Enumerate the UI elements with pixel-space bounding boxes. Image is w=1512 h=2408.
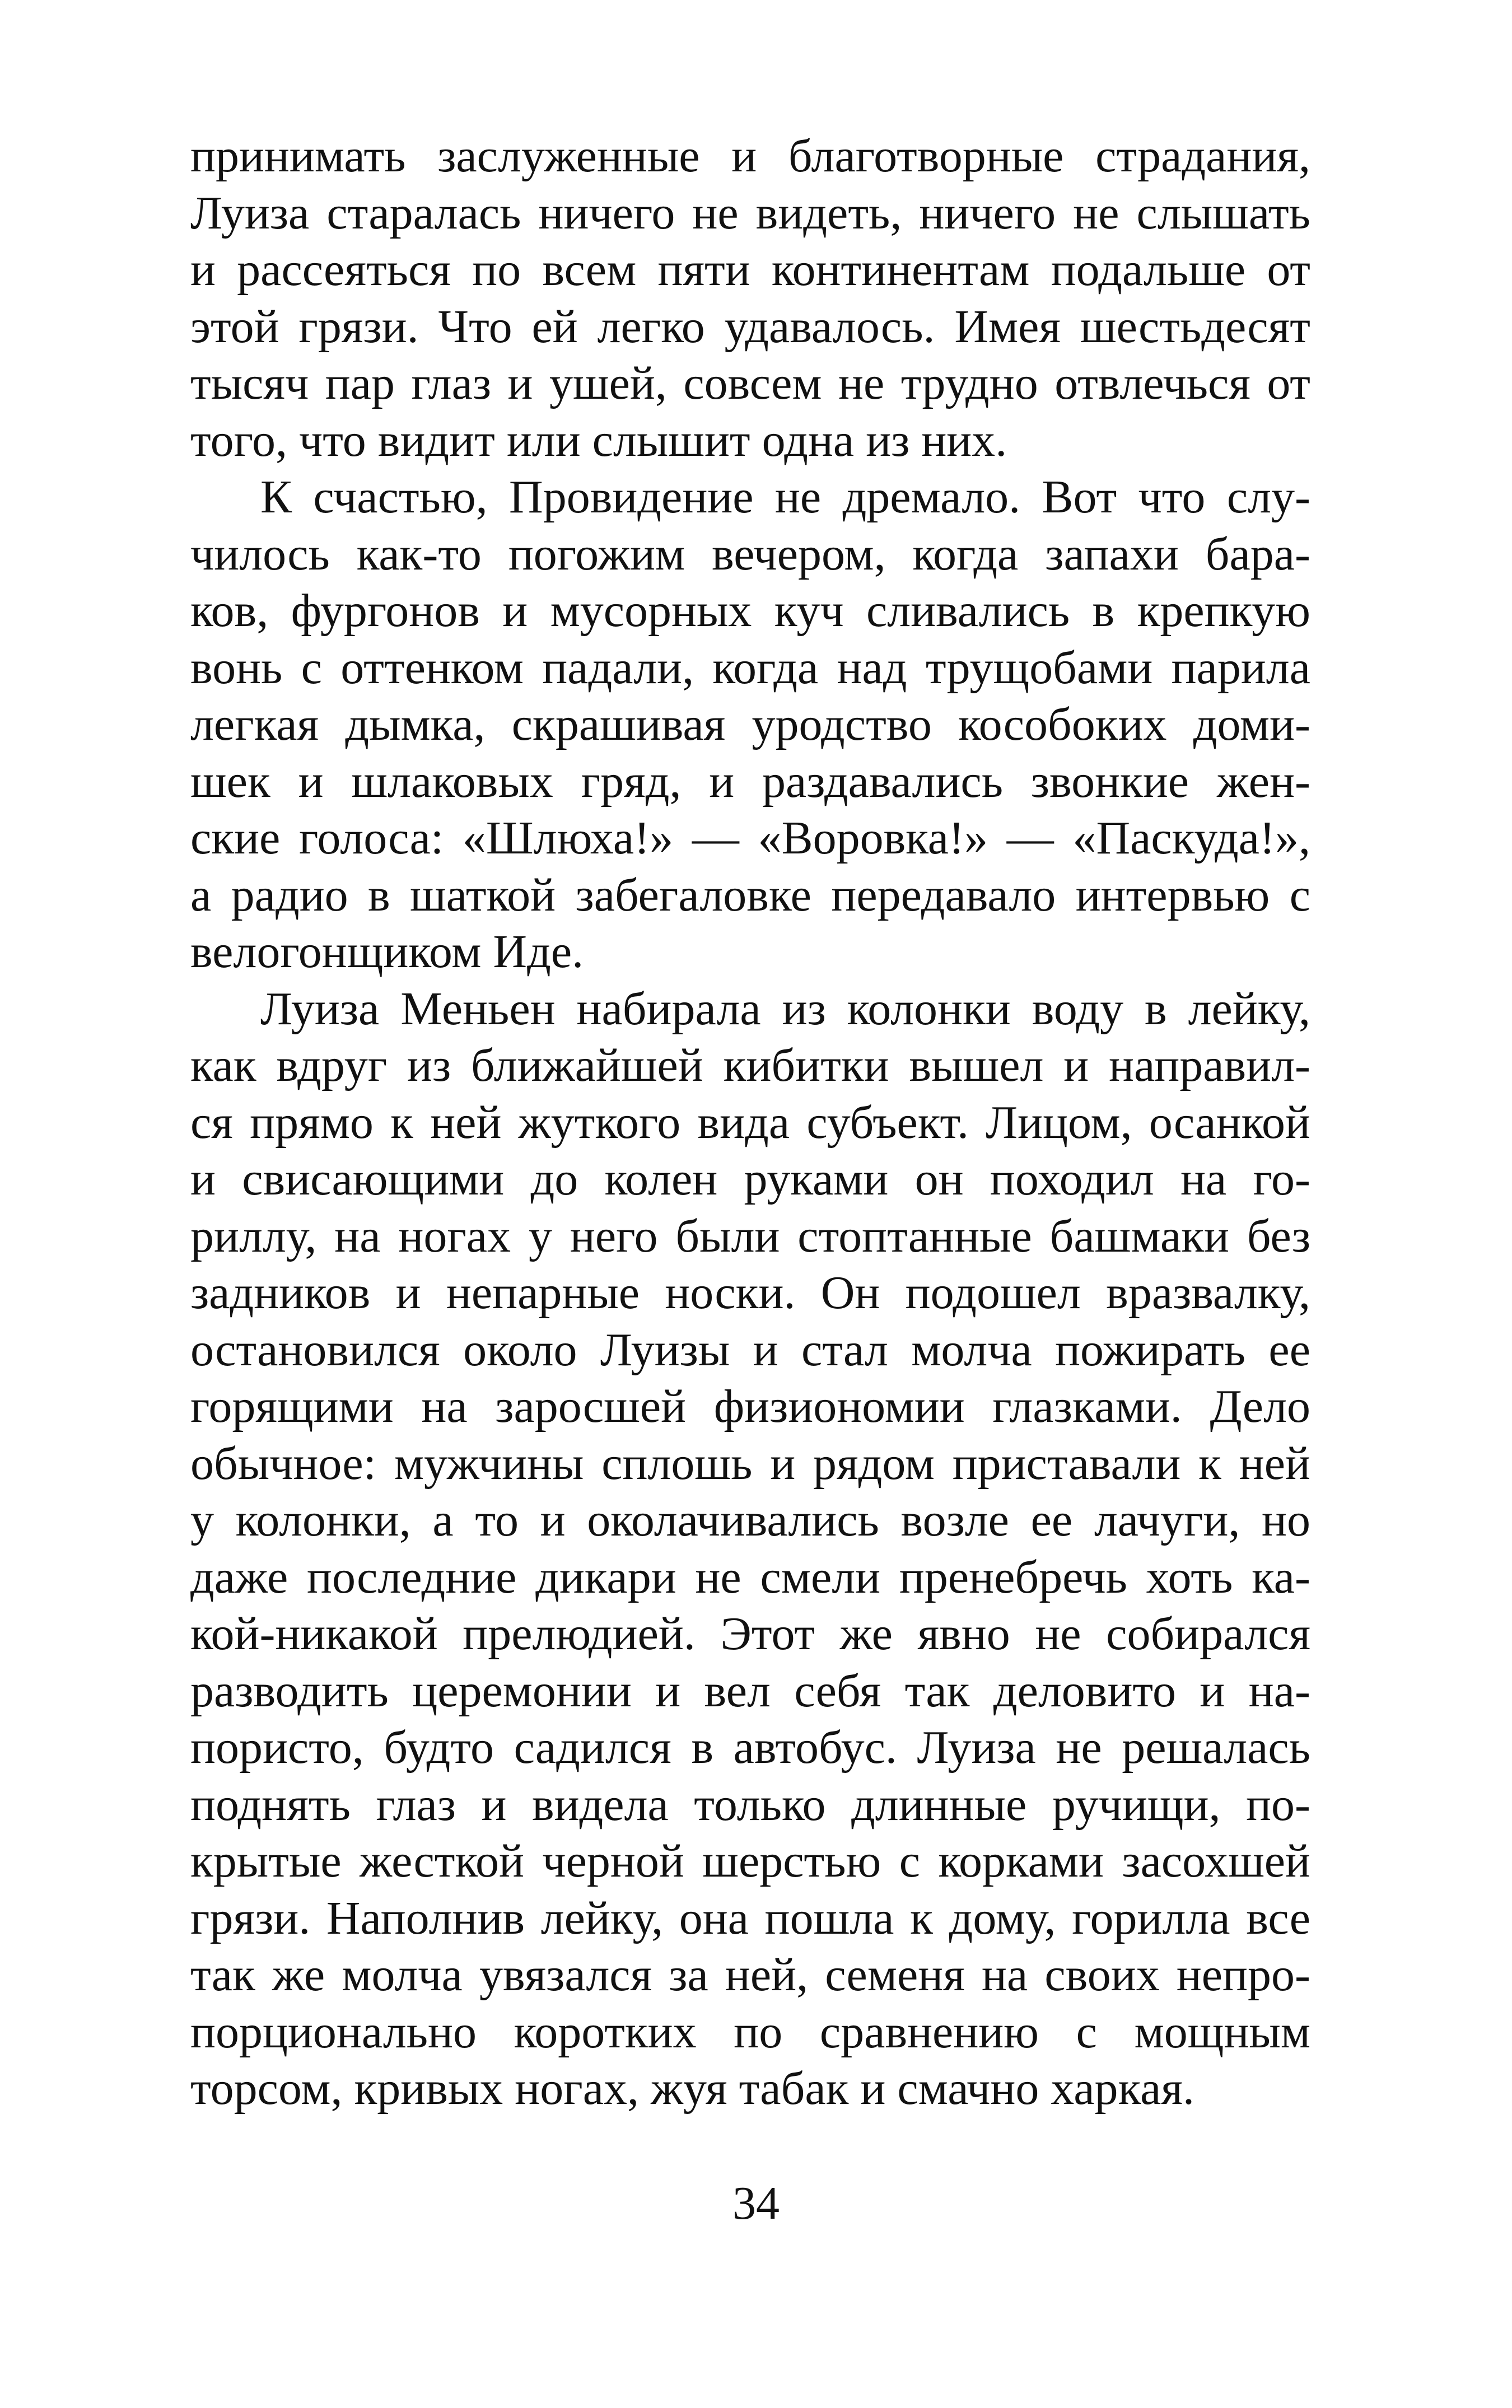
text-line: разводить церемонии и вел себя так деловито и на-	[190, 1664, 1310, 1717]
text-line: даже последние дикари не смели пренебречь хоть ка-	[190, 1551, 1310, 1603]
text-line: порционально коротких по сравнению с мощным	[190, 2005, 1310, 2058]
text-line: ся прямо к ней жуткого вида субъект. Лицом, осанкой	[190, 1096, 1310, 1149]
text-line: крытые жесткой черной шерстью с корками засохшей	[190, 1835, 1310, 1887]
text-line: Луиза Меньен набирала из колонки воду в лейку,	[260, 982, 1310, 1035]
text-line: чилось как-то погожим вечером, когда запахи бара-	[190, 528, 1310, 580]
paragraph-2	[190, 469, 1310, 981]
text-line: и рассеяться по всем пяти континентам подальше от	[190, 244, 1310, 296]
text-line: риллу, на ногах у него были стоптанные башмаки без	[190, 1210, 1310, 1262]
text-line: велогонщиком Иде.	[190, 926, 584, 978]
text-line: а радио в шаткой забегаловке передавало интервью с	[190, 869, 1310, 921]
text-line: тысяч пар глаз и ушей, совсем не трудно отвлечься от	[190, 357, 1310, 409]
text-line: горящими на заросшей физиономии глазками. Дело	[190, 1380, 1310, 1432]
text-line: грязи. Наполнив лейку, она пошла к дому, горилла все	[190, 1892, 1310, 1944]
paragraph-3	[190, 981, 1310, 2117]
text-line: и свисающими до колен руками он походил на го-	[190, 1153, 1310, 1205]
text-line: обычное: мужчины сплошь и рядом приставали к ней	[190, 1437, 1310, 1490]
page-number: 34	[732, 2177, 780, 2229]
text-line: пористо, будто садился в автобус. Луиза не решалась	[190, 1721, 1310, 1774]
text-line: принимать заслуженные и благотворные страдания,	[190, 130, 1310, 182]
text-line: кой-никакой прелюдией. Этот же явно не собирался	[190, 1608, 1310, 1660]
text-line: ков, фургонов и мусорных куч сливались в крепкую	[190, 585, 1310, 637]
text-line: вонь с оттенком падали, когда над трущобами парила	[190, 641, 1310, 694]
text-line: торсом, кривых ногах, жуя табак и смачно харкая.	[190, 2062, 1194, 2115]
text-line: так же молча увязался за ней, семеня на своих непро-	[190, 1949, 1310, 2001]
text-line: К счастью, Провидение не дремало. Вот что слу-	[260, 471, 1310, 523]
text-line: задников и непарные носки. Он подошел вразвалку,	[190, 1267, 1310, 1319]
text-line: шек и шлаковых гряд, и раздавались звонкие жен-	[190, 755, 1310, 808]
text-line: того, что видит или слышит одна из них.	[190, 414, 1007, 466]
body-text	[190, 128, 1310, 2117]
text-line: поднять глаз и видела только длинные ручищи, по-	[190, 1778, 1310, 1831]
paragraph-1	[190, 128, 1310, 469]
text-line: легкая дымка, скрашивая уродство кособоких доми-	[190, 698, 1310, 750]
text-line: ские голоса: «Шлюха!» — «Воровка!» — «Паскуда!»,	[190, 812, 1310, 864]
text-line: остановился около Луизы и стал молча пожирать ее	[190, 1323, 1310, 1376]
text-line: Луиза старалась ничего не видеть, ничего не слышать	[190, 186, 1310, 239]
text-line: у колонки, а то и околачивались возле ее лачуги, но	[190, 1494, 1310, 1546]
text-line: как вдруг из ближайшей кибитки вышел и направил-	[190, 1039, 1310, 1091]
text-line: этой грязи. Что ей легко удавалось. Имея шестьдесят	[190, 300, 1310, 353]
